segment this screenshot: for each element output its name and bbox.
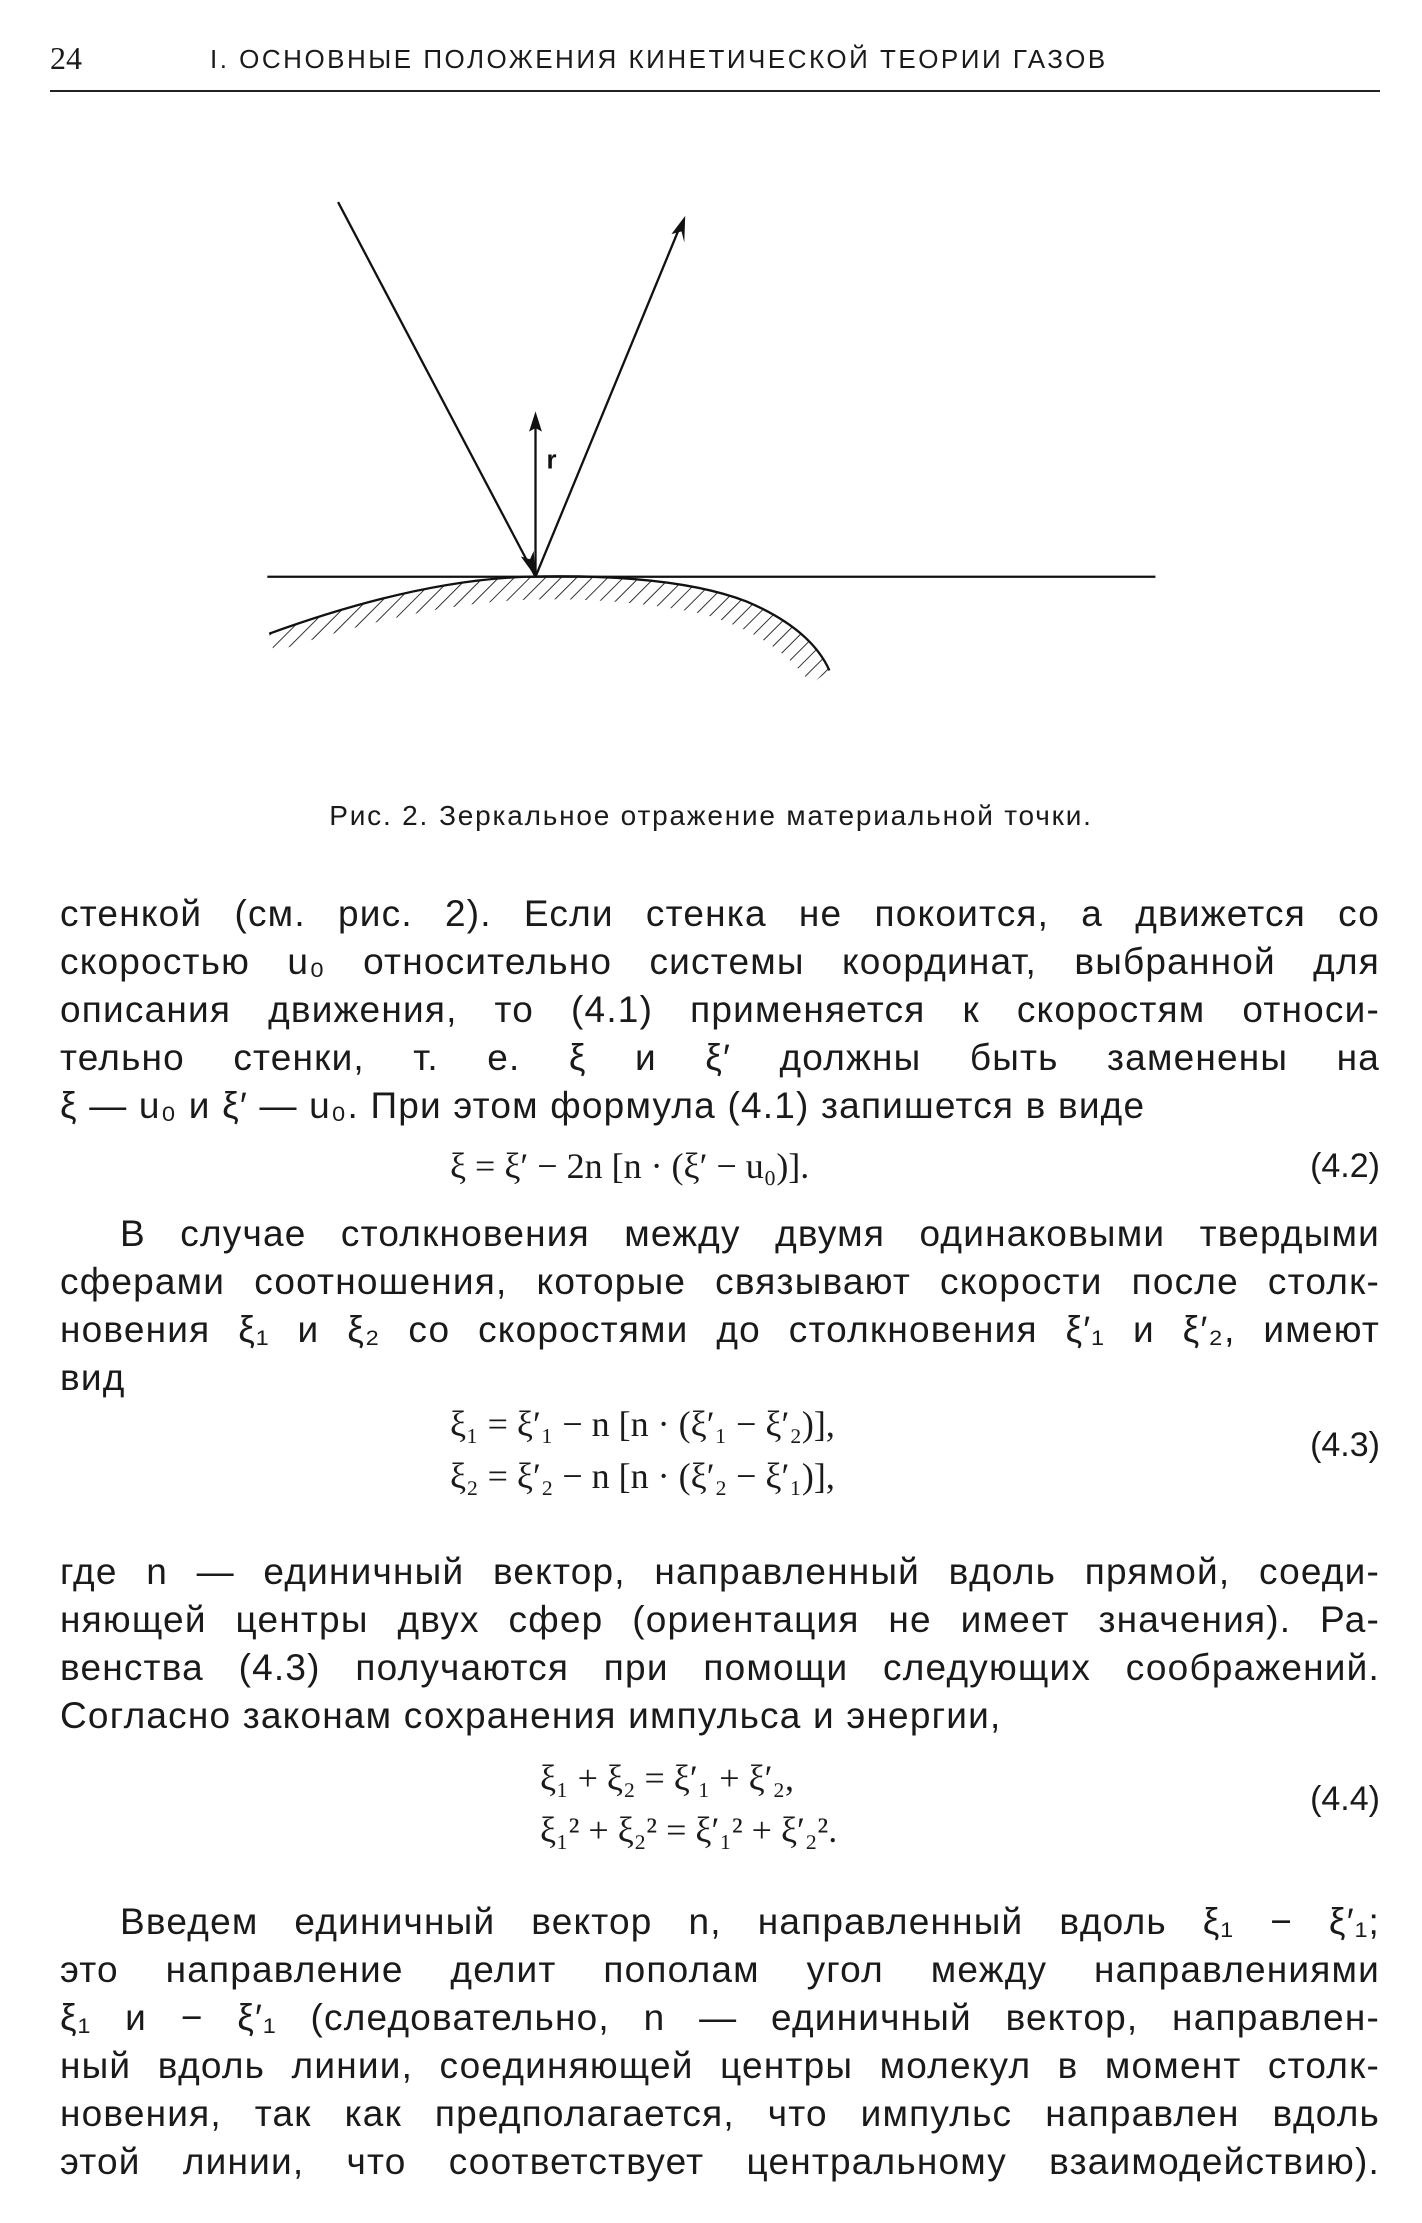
paragraph-2 bbox=[60, 1210, 1380, 1402]
reflection-diagram bbox=[260, 130, 1160, 770]
text-line: сферами соотношения, которые связывают скорости после столк- bbox=[60, 1261, 1380, 1302]
text-line: новения, так как предполагается, что импульс направлен вдоль bbox=[60, 2093, 1380, 2134]
text-line: Согласно законам сохранения импульса и энергии, bbox=[60, 1695, 1002, 1736]
text-line: стенкой (см. рис. 2). Если стенка не покоится, а движется со bbox=[60, 893, 1380, 934]
reflected-arrowhead bbox=[671, 216, 685, 243]
text-line: ξ — u₀ и ξ′ — u₀. При этом формула (4.1) запишется в виде bbox=[60, 1085, 1146, 1126]
reflected-ray bbox=[536, 225, 681, 577]
equation-line: ξ₁ + ξ₂ = ξ′₁ + ξ′₂, bbox=[540, 1758, 795, 1798]
text-line: Введем единичный вектор n, направленный вдоль ξ₁ − ξ′₁; bbox=[120, 1901, 1380, 1942]
incident-ray bbox=[338, 202, 535, 577]
text-line: новения ξ₁ и ξ₂ со скоростями до столкновения ξ′₁ и ξ′₂, имеют bbox=[60, 1309, 1380, 1350]
text-line: где n — единичный вектор, направленный вдоль прямой, соеди- bbox=[60, 1551, 1380, 1592]
text-line: описания движения, то (4.1) применяется к скоростям относи- bbox=[60, 989, 1380, 1030]
text-line: В случае столкновения между двумя одинаковыми твердыми bbox=[120, 1213, 1380, 1254]
text-line: вид bbox=[60, 1357, 126, 1398]
equation-line: ξ₂ = ξ′₂ − n [n · (ξ′₂ − ξ′₁)], bbox=[450, 1456, 835, 1496]
page-number: 24 bbox=[50, 40, 82, 76]
figure-specular-reflection bbox=[260, 130, 1160, 770]
text-line: ξ₁ и − ξ′₁ (следовательно, n — единичный вектор, направлен- bbox=[60, 1997, 1380, 2038]
page-header bbox=[50, 40, 1380, 92]
text-line: ный вдоль линии, соединяющей центры молекул в момент столк- bbox=[60, 2045, 1380, 2086]
equation-line: ξ₁² + ξ₂² = ξ′₁² + ξ′₂². bbox=[540, 1810, 838, 1850]
text-line: это направление делит пополам угол между направлениями bbox=[60, 1949, 1380, 1990]
figure-caption-label: Рис. 2. bbox=[329, 800, 430, 831]
equation-body: ξ = ξ′ − 2n [n · (ξ′ − u₀)]. bbox=[450, 1146, 810, 1186]
equation-4-3 bbox=[60, 1398, 1380, 1508]
equation-4-4 bbox=[60, 1752, 1380, 1862]
figure-caption-text: Зеркальное отражение материальной точки. bbox=[439, 800, 1093, 831]
text-line: тельно стенки, т. е. ξ и ξ′ должны быть заменены на bbox=[60, 1037, 1380, 1078]
equation-4-2 bbox=[60, 1140, 1380, 1192]
wall-hatching bbox=[269, 576, 829, 684]
equation-number: (4.4) bbox=[1310, 1780, 1380, 1818]
running-title: I. ОСНОВНЫЕ ПОЛОЖЕНИЯ КИНЕТИЧЕСКОЙ ТЕОРИИ ГАЗОВ bbox=[210, 44, 1108, 74]
text-line: няющей центры двух сфер (ориентация не имеет значения). Ра- bbox=[60, 1599, 1380, 1640]
equation-number: (4.3) bbox=[1310, 1426, 1380, 1464]
equation-number: (4.2) bbox=[1310, 1147, 1380, 1185]
text-line: скоростью u₀ относительно системы координат, выбранной для bbox=[60, 941, 1380, 982]
paragraph-3 bbox=[60, 1548, 1380, 1740]
figure-caption bbox=[0, 800, 1422, 832]
text-line: этой линии, что соответствует центральному взаимодействию). bbox=[60, 2141, 1380, 2182]
vector-label-r: r bbox=[546, 446, 557, 475]
text-line: венства (4.3) получаются при помощи следующих соображений. bbox=[60, 1647, 1380, 1688]
paragraph-1 bbox=[60, 890, 1380, 1130]
paragraph-4 bbox=[60, 1898, 1380, 2186]
equation-line: ξ₁ = ξ′₁ − n [n · (ξ′₁ − ξ′₂)], bbox=[450, 1404, 835, 1444]
